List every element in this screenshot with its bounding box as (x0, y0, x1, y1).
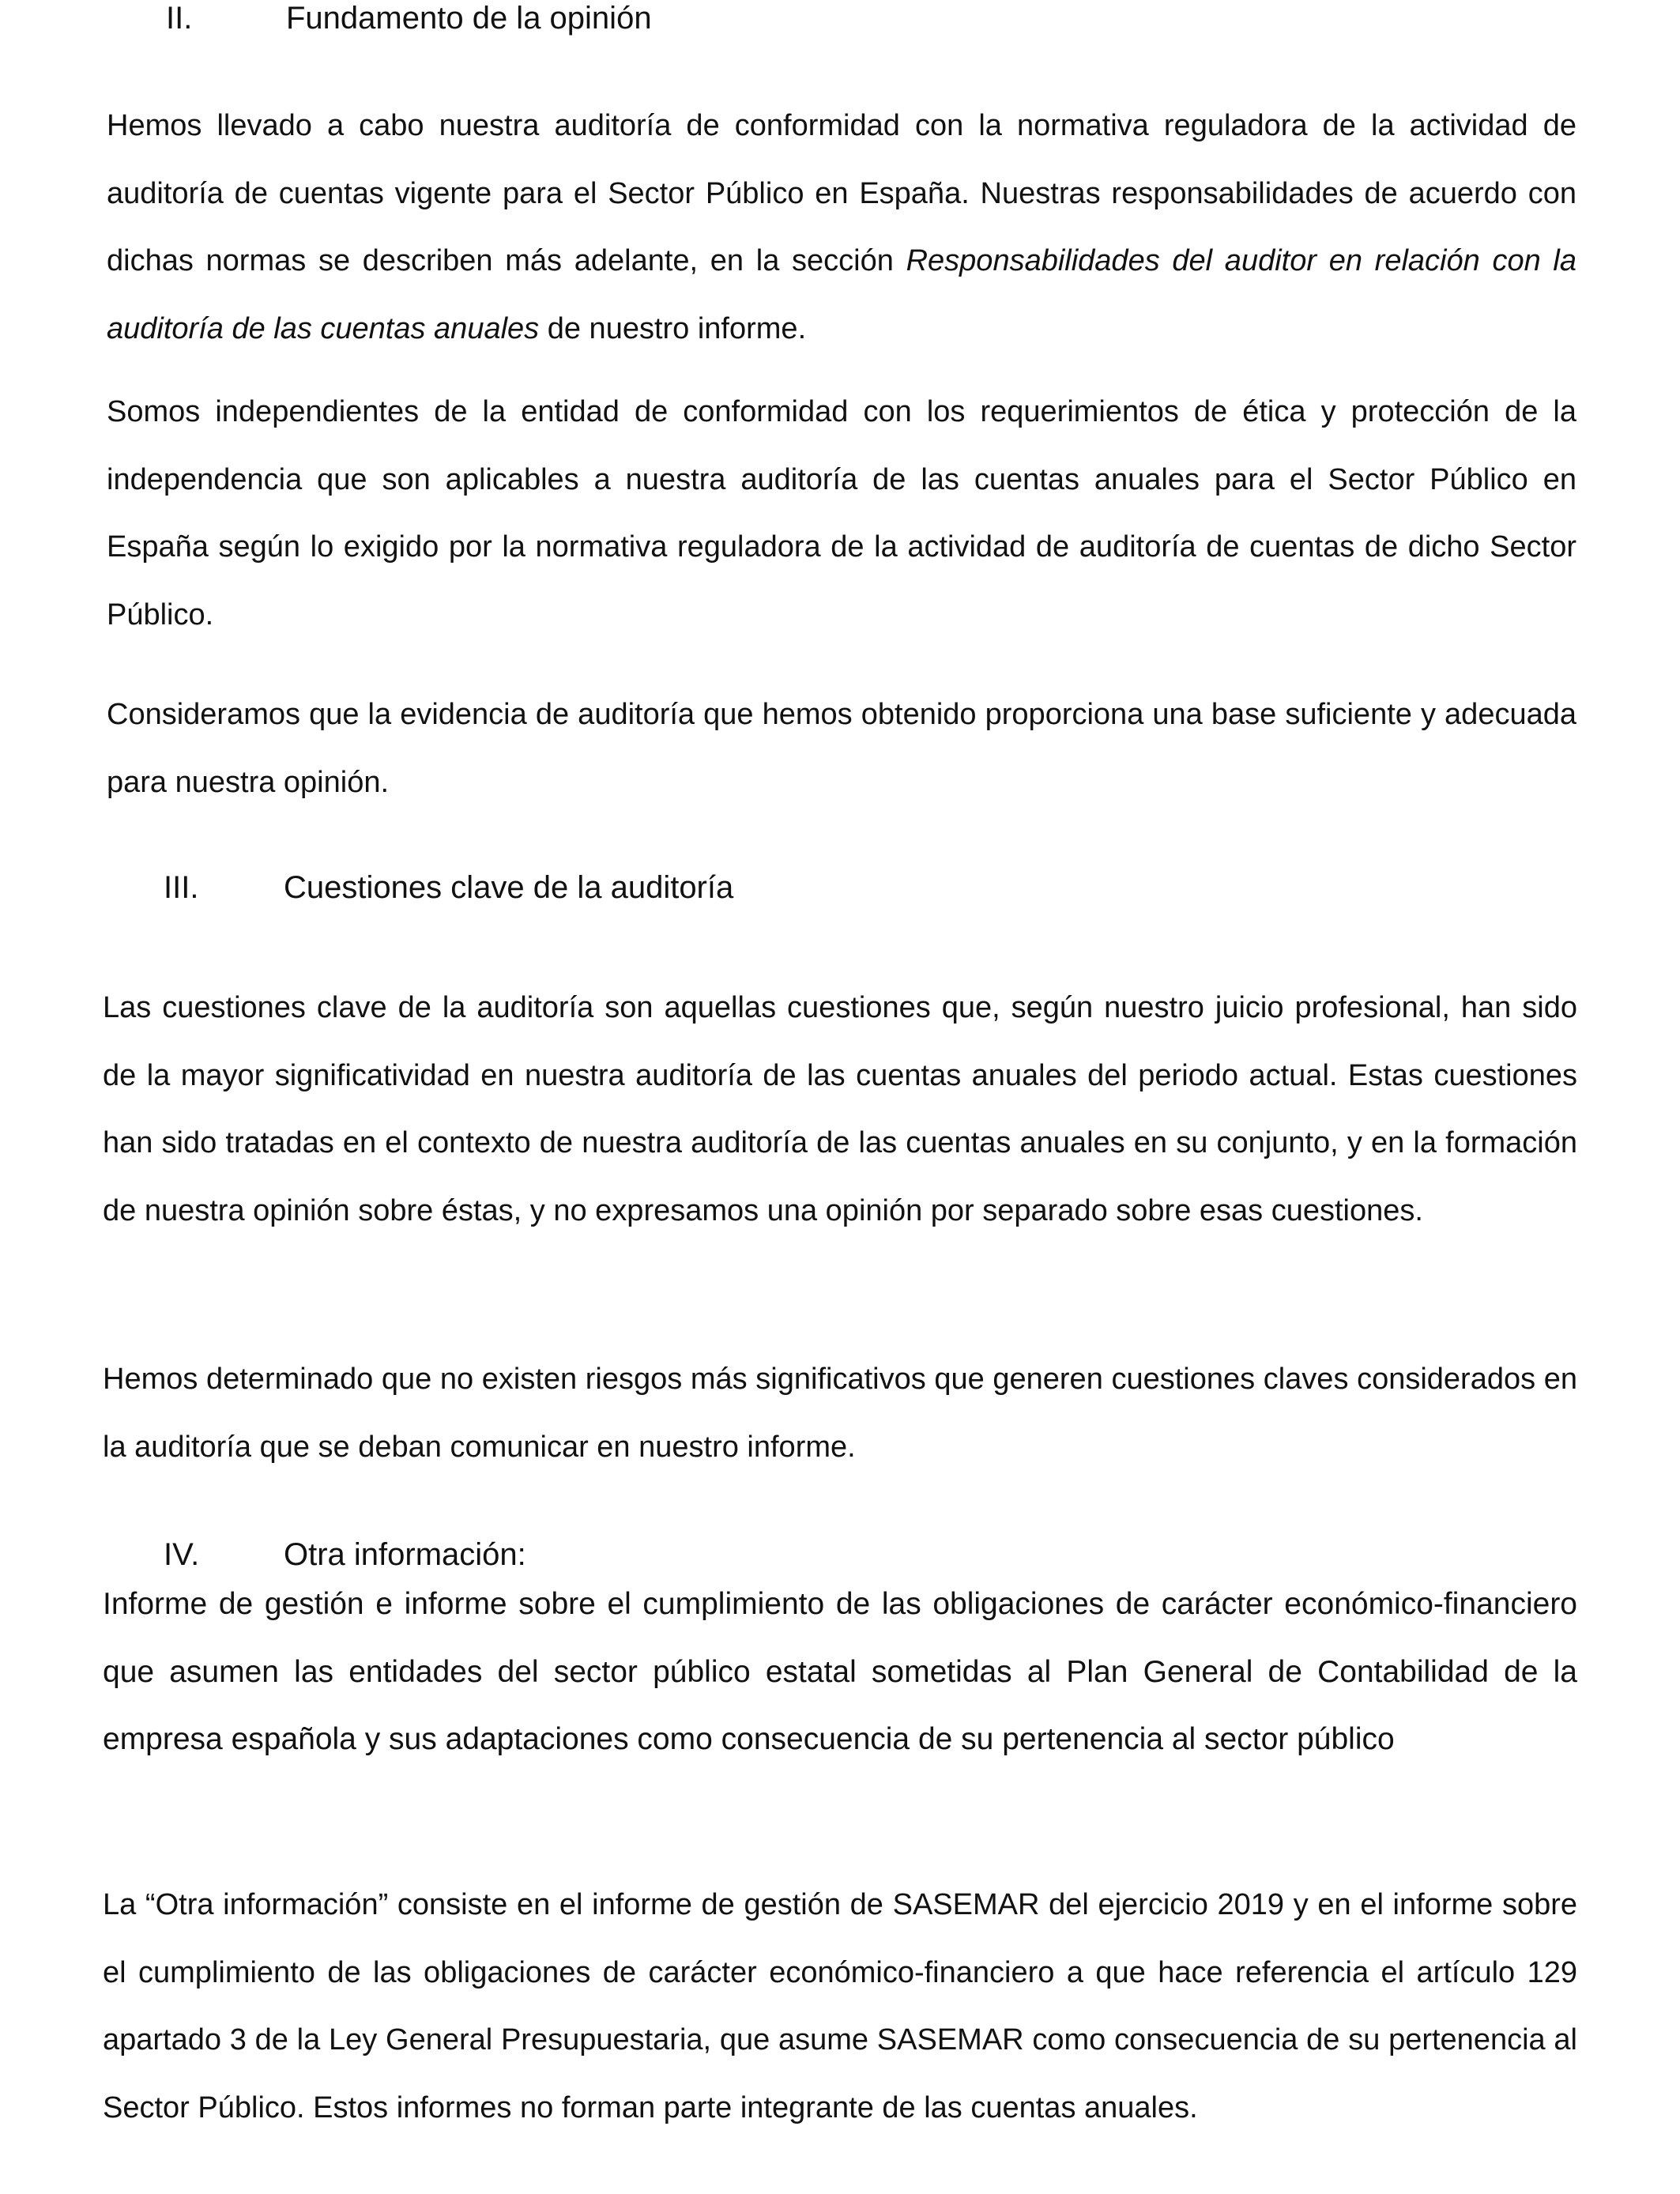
paragraph: Hemos llevado a cabo nuestra auditoría de conformidad con la normativa reguladora de la actividad de auditoría de cuentas vigente para el Sector Público en España. Nuestras responsabilidades de acuerdo con dichas normas se describen más adelante, en la sección Responsabilidades del auditor en relación con la auditoría de las cuentas anuales de nuestro informe. (107, 109, 1576, 345)
section-title: Cuestiones clave de la auditoría (284, 870, 734, 905)
section-heading-iv (164, 1536, 875, 1573)
section-heading-iii (164, 869, 875, 906)
section-number: III. (164, 870, 199, 905)
paragraph: La “Otra información” consiste en el informe de gestión de SASEMAR del ejercicio 2019 y en el informe sobre el cumplimiento de las obligaciones de carácter económico-financiero a que hace referencia el artículo 129 apartado 3 de la Ley General Presupuestaria, que asume SASEMAR como consecuencia de su pertenencia al Sector Público. Estos informes no forman parte integrante de las cuentas anuales. (103, 1888, 1577, 2124)
section-title: Otra información: (284, 1537, 526, 1572)
paragraph: Las cuestiones clave de la auditoría son aquellas cuestiones que, según nuestro juicio profesional, han sido de la mayor significatividad en nuestra auditoría de las cuentas anuales del periodo actual. Estas cuestiones han sido tratadas en el contexto de nuestra auditoría de las cuentas anuales en su conjunto, y en la formación de nuestra opinión sobre éstas, y no expresamos una opinión por separado sobre esas cuestiones. (103, 991, 1577, 1227)
paragraph: Hemos determinado que no existen riesgos más significativos que generen cuestiones claves considerados en la auditoría que se deban comunicar en nuestro informe. (103, 1363, 1577, 1464)
section-number: II. (166, 1, 193, 36)
subsection-title: Informe de gestión e informe sobre el cumplimiento de las obligaciones de carácter económico-financiero que asumen las entidades del sector público estatal sometidas al Plan General de Contabilidad de la empresa española y sus adaptaciones como consecuencia de su pertenencia al sector público (103, 1587, 1577, 1756)
paragraph: Somos independientes de la entidad de conformidad con los requerimientos de ética y protección de la independencia que son aplicables a nuestra auditoría de las cuentas anuales para el Sector Público en España según lo exigido por la normativa reguladora de la actividad de auditoría de cuentas de dicho Sector Público. (107, 395, 1576, 631)
section-title: Fundamento de la opinión (286, 1, 652, 36)
paragraph: Consideramos que la evidencia de auditoría que hemos obtenido proporciona una base suficiente y adecuada para nuestra opinión. (107, 698, 1576, 799)
italic-reference: Responsabilidades del auditor en relación con la auditoría de las cuentas anuales (107, 244, 1576, 345)
section-number: IV. (164, 1537, 200, 1572)
section-heading-ii (166, 0, 798, 36)
